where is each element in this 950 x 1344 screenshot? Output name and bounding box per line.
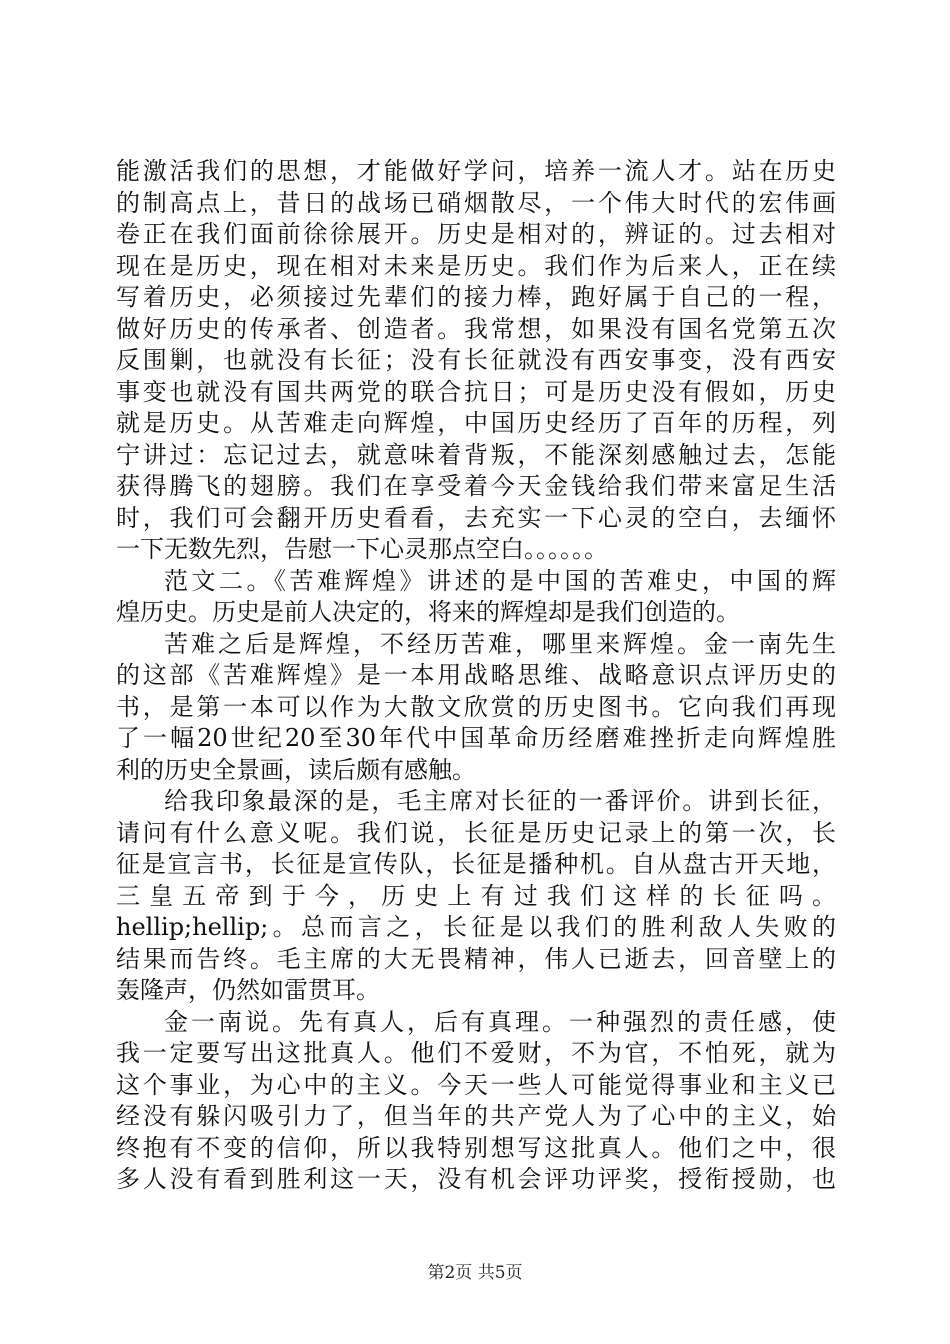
- text-line: 写着历史，必须接过先辈们的接力棒，跑好属于自己的一程，: [116, 283, 836, 311]
- text-line: 征是宣言书，长征是宣传队，长征是播种机。自从盘古开天地，: [116, 850, 836, 878]
- text-line: 三皇五帝到于今，历史上有过我们这样的长征吗。: [116, 881, 836, 910]
- text-line: 的制高点上，昔日的战场已硝烟散尽，一个伟大时代的宏伟画: [116, 188, 836, 217]
- text-line: 这个事业，为心中的主义。今天一些人可能觉得事业和主义已: [116, 1070, 836, 1099]
- text-line: 一下无数先烈，告慰一下心灵那点空白。。。。。。: [116, 535, 608, 563]
- text-line: 我一定要写出这批真人。他们不爱财，不为官，不怕死，就为: [116, 1039, 836, 1067]
- text-line: 的这部《苦难辉煌》是一本用战略思维、战略意识点评历史的: [116, 661, 836, 689]
- text-line: 书，是第一本可以作为大散文欣赏的历史图书。它向我们再现: [116, 692, 836, 721]
- body-text: [116, 156, 836, 1196]
- text-line: 经没有躲闪吸引力了，但当年的共产党人为了心中的主义，始: [116, 1102, 836, 1130]
- text-line: 利的历史全景画，读后颇有感触。: [116, 755, 476, 784]
- text-line: 范文二。《苦难辉煌》讲述的是中国的苦难史，中国的辉: [164, 566, 836, 595]
- text-line: 现在是历史，现在相对未来是历史。我们作为后来人，正在续: [116, 251, 836, 280]
- text-line: 结果而告终。毛主席的大无畏精神，伟人已逝去，回音壁上的: [116, 944, 836, 973]
- text-line: 宁讲过：忘记过去，就意味着背叛，不能深刻感触过去，怎能: [116, 440, 836, 469]
- text-line: 多人没有看到胜利这一天，没有机会评功评奖，授衔授勋，也: [116, 1165, 836, 1193]
- page-number-footer: 第2页 共5页: [427, 1263, 523, 1283]
- text-line: 终抱有不变的信仰，所以我特别想写这批真人。他们之中，很: [116, 1133, 836, 1162]
- text-line: 时，我们可会翻开历史看看，去充实一下心灵的空白，去缅怀: [116, 503, 836, 532]
- text-line: 反围剿，也就没有长征；没有长征就没有西安事变，没有西安: [116, 346, 836, 374]
- text-line: 事变也就没有国共两党的联合抗日；可是历史没有假如，历史: [116, 377, 836, 406]
- text-line: 就是历史。从苦难走向辉煌，中国历史经历了百年的历程，列: [116, 409, 836, 437]
- text-line: 请问有什么意义呢。我们说，长征是历史记录上的第一次，长: [116, 818, 836, 847]
- text-line: 做好历史的传承者、创造者。我常想，如果没有国名党第五次: [116, 314, 836, 343]
- text-line: 轰隆声，仍然如雷贯耳。: [116, 976, 380, 1004]
- text-line: 了一幅20世纪20至30年代中国革命历经磨难挫折走向辉煌胜: [116, 724, 836, 752]
- text-line: 卷正在我们面前徐徐展开。历史是相对的，辨证的。过去相对: [116, 220, 836, 248]
- text-line: 给我印象最深的是，毛主席对长征的一番评价。讲到长征，: [164, 787, 836, 815]
- text-line: 能激活我们的思想，才能做好学问，培养一流人才。站在历史: [116, 157, 836, 185]
- text-line: 获得腾飞的翅膀。我们在享受着今天金钱给我们带来富足生活: [116, 472, 836, 500]
- text-line: hellip;hellip;。总而言之，长征是以我们的胜利敌人失败的: [116, 913, 836, 941]
- text-line: 苦难之后是辉煌，不经历苦难，哪里来辉煌。金一南先生: [164, 629, 836, 658]
- text-line: 煌历史。历史是前人决定的，将来的辉煌却是我们创造的。: [116, 598, 740, 626]
- text-line: 金一南说。先有真人，后有真理。一种强烈的责任感，使: [164, 1007, 836, 1036]
